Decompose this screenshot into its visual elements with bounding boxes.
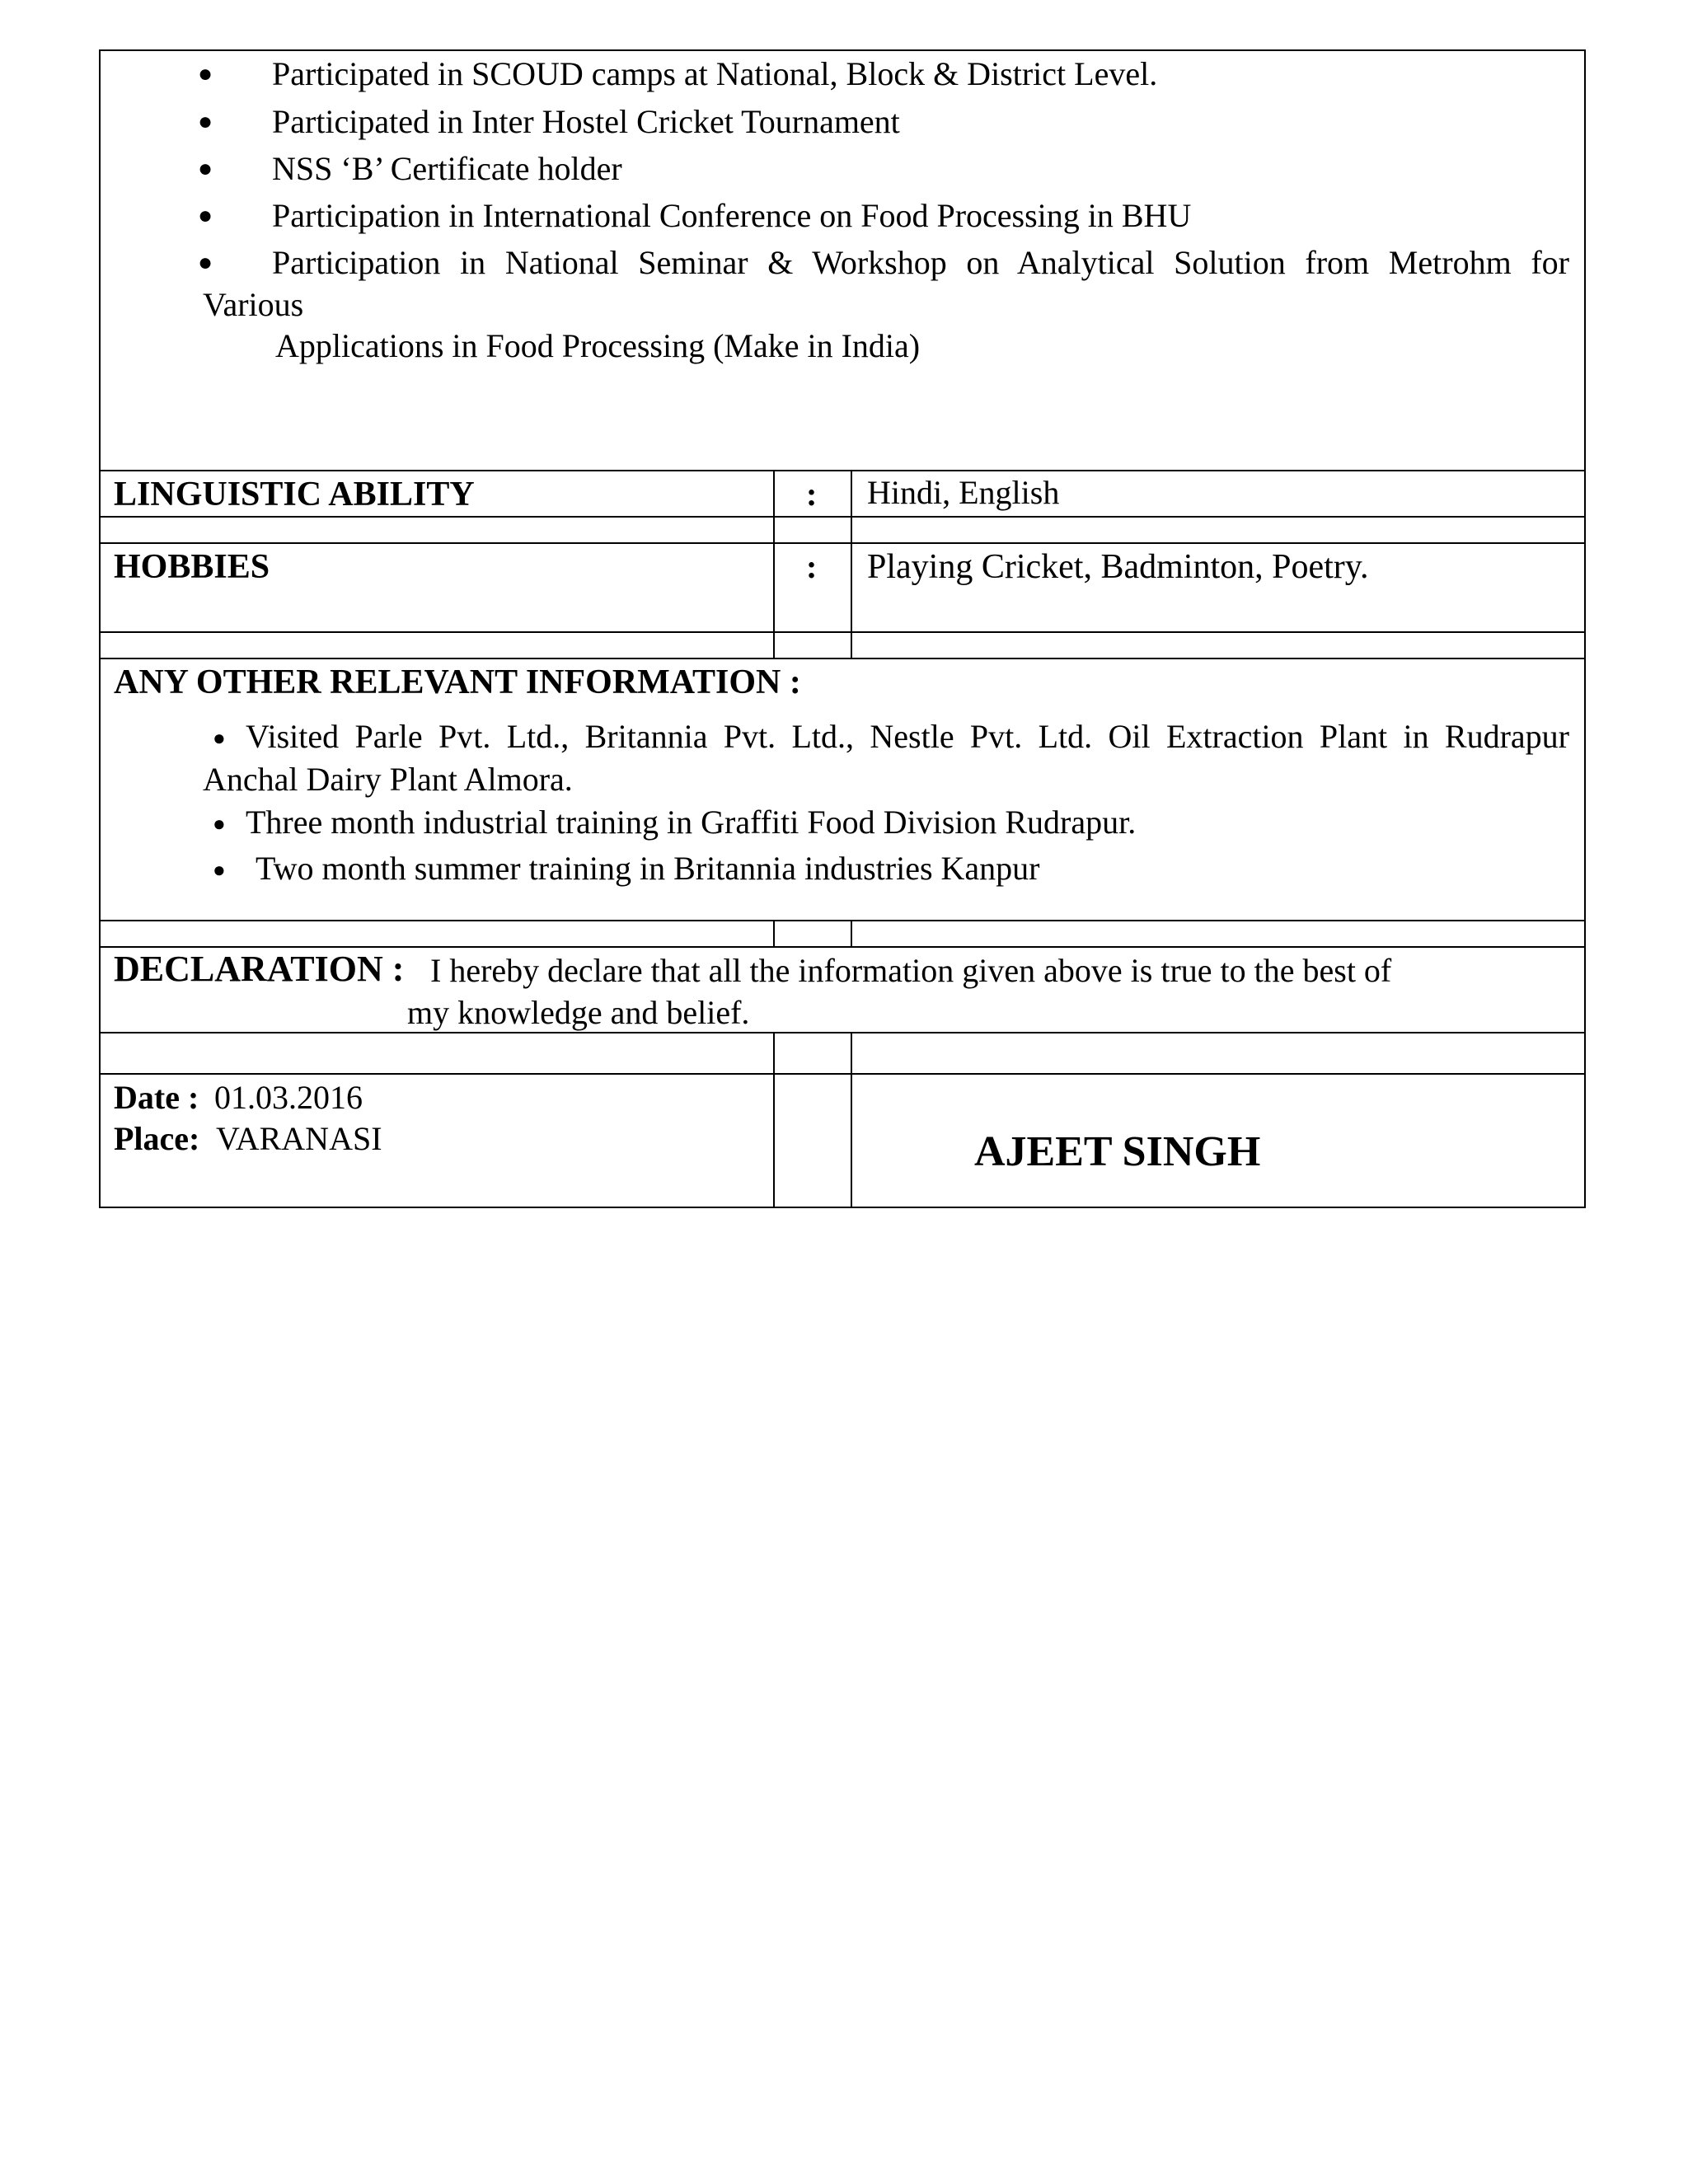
list-item-continuation: Applications in Food Processing (Make in India) [275, 327, 921, 364]
row-divider [99, 1032, 1586, 1033]
bullet-icon: ● [198, 155, 213, 182]
bullet-icon: ● [198, 202, 213, 229]
bullet-icon: ● [213, 726, 226, 750]
column-divider [851, 920, 852, 946]
linguistic-ability-value: Hindi, English [867, 474, 1060, 511]
column-divider [773, 920, 775, 946]
colon-separator: : [806, 476, 818, 513]
bullet-icon: ● [198, 60, 213, 87]
column-divider [851, 470, 852, 658]
row-divider [99, 920, 1586, 921]
hobbies-label: HOBBIES [114, 548, 270, 586]
list-item: Participated in SCOUD camps at National, Block & District Level. [272, 55, 1158, 92]
list-item: Participation in International Conference on Food Processing in BHU [272, 197, 1192, 234]
place-label: Place: [114, 1120, 200, 1157]
column-divider [773, 470, 775, 658]
other-information-heading: ANY OTHER RELEVANT INFORMATION : [114, 663, 801, 701]
linguistic-ability-label: LINGUISTIC ABILITY [114, 476, 475, 513]
row-divider [99, 470, 1586, 471]
row-divider [99, 658, 1586, 659]
bullet-icon: ● [213, 812, 226, 836]
list-item-continuation: Anchal Dairy Plant Almora. [203, 761, 573, 798]
list-item: Two month summer training in Britannia industries Kanpur [256, 850, 1040, 887]
declaration-text: my knowledge and belief. [407, 994, 750, 1031]
row-divider [99, 516, 1586, 518]
row-divider [99, 542, 1586, 544]
column-divider [851, 1032, 852, 1207]
list-item: Participation in National Seminar & Workshop on Analytical Solution from Metrohm for [272, 244, 1569, 281]
date-label: Date : [114, 1079, 199, 1116]
hobbies-value: Playing Cricket, Badminton, Poetry. [867, 548, 1369, 586]
list-item: NSS ‘B’ Certificate holder [272, 150, 622, 187]
list-item: Visited Parle Pvt. Ltd., Britannia Pvt. Ltd., Nestle Pvt. Ltd. Oil Extraction Plant in Rudrapur [246, 718, 1569, 755]
colon-separator: : [806, 548, 818, 585]
bullet-icon: ● [198, 249, 213, 276]
bullet-icon: ● [213, 858, 226, 882]
row-divider [99, 1073, 1586, 1075]
row-divider [99, 631, 1586, 633]
applicant-name: AJEET SINGH [974, 1128, 1261, 1175]
bullet-icon: ● [198, 108, 213, 135]
declaration-label: DECLARATION : [114, 949, 405, 989]
list-item-continuation: Various [203, 286, 304, 323]
declaration-text: I hereby declare that all the information given above is true to the best of [430, 952, 1392, 989]
place-value: VARANASI [216, 1120, 382, 1157]
column-divider [773, 1032, 775, 1207]
date-value: 01.03.2016 [214, 1079, 363, 1116]
list-item: Participated in Inter Hostel Cricket Tournament [272, 103, 900, 140]
list-item: Three month industrial training in Graffiti Food Division Rudrapur. [246, 804, 1137, 841]
